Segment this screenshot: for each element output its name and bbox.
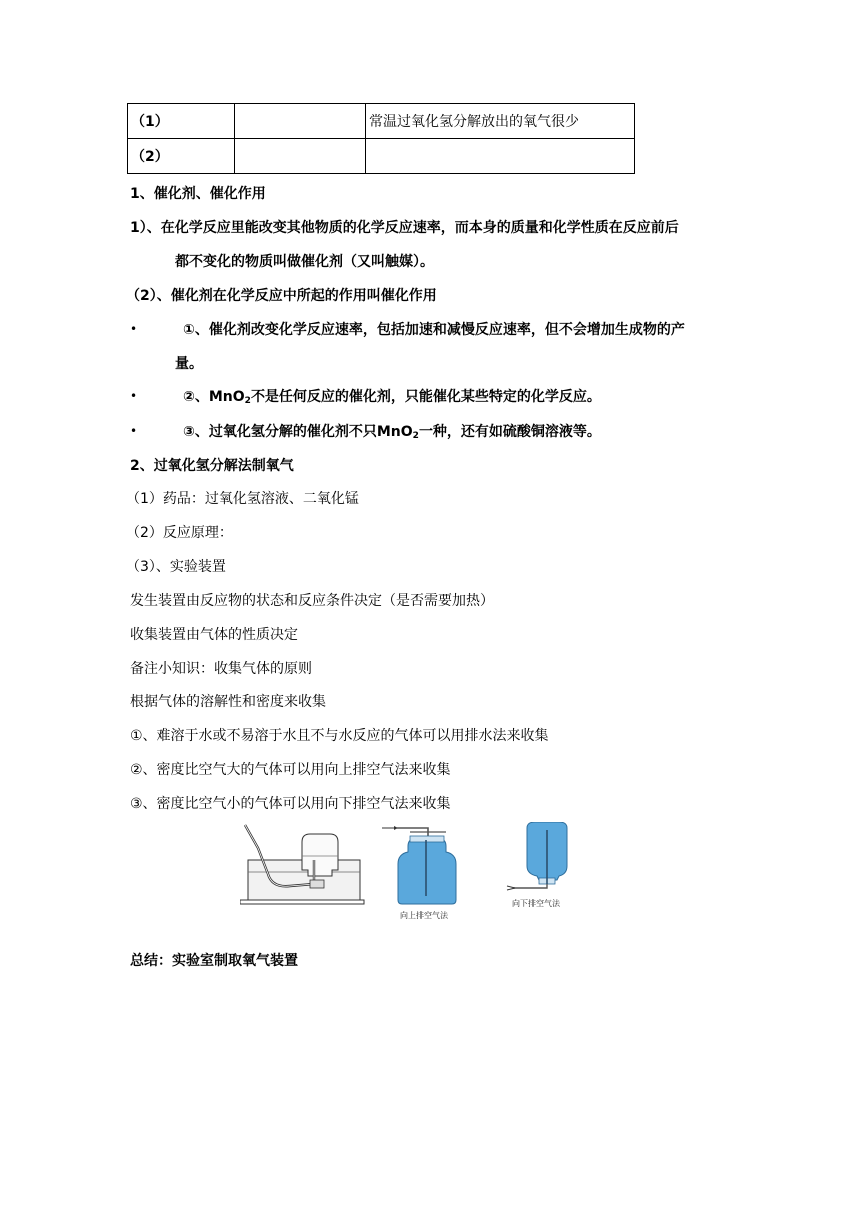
bullet-marker: • — [130, 424, 138, 438]
catalysis-role: （2）、催化剂在化学反应中所起的作用叫催化作用 — [126, 288, 437, 304]
remark-note: 备注小知识：收集气体的原则 — [130, 661, 312, 677]
formula-subscript: 2 — [244, 396, 251, 406]
formula-mno2: MnO — [376, 424, 413, 440]
table-cell: 常温过氧化氢分解放出的氧气很少 — [366, 104, 635, 139]
bullet-marker: • — [130, 389, 138, 403]
bullet-3 — [183, 422, 601, 446]
collector-note: 收集装置由气体的性质决定 — [130, 627, 298, 643]
bullet-3-text: 一种，还有如硫酸铜溶液等。 — [418, 424, 601, 440]
water-displacement-figure — [240, 820, 365, 908]
table-cell — [235, 104, 366, 139]
bullet-2 — [183, 387, 601, 411]
table-cell — [235, 139, 366, 174]
rule-upward-air: ②、密度比空气大的气体可以用向上排空气法来收集 — [130, 762, 451, 778]
bullet-1-line2: 量。 — [175, 356, 203, 372]
section-heading-catalyst: 1、催化剂、催化作用 — [130, 186, 266, 202]
catalyst-definition-line2: 都不变化的物质叫做催化剂（又叫触媒）。 — [175, 254, 434, 270]
apparatus-line: （3）、实验装置 — [126, 559, 226, 575]
formula-subscript: 2 — [412, 431, 419, 441]
table-cell: （2） — [128, 139, 235, 174]
rule-downward-air: ③、密度比空气小的气体可以用向下排空气法来收集 — [130, 796, 451, 812]
collection-figures — [240, 820, 580, 930]
experiment-table — [127, 103, 635, 174]
section-heading-h2o2: 2、过氧化氢分解法制氧气 — [130, 458, 294, 474]
table-row — [128, 139, 635, 174]
table-row — [128, 104, 635, 139]
summary-line: 总结：实验室制取氧气装置 — [130, 953, 298, 969]
table-cell: （1） — [128, 104, 235, 139]
bullet-2-text: 不是任何反应的催化剂，只能催化某些特定的化学反应。 — [250, 389, 601, 405]
catalyst-definition-line1: 1）、在化学反应里能改变其他物质的化学反应速率，而本身的质量和化学性质在反应前后 — [130, 220, 679, 236]
table-cell — [366, 139, 635, 174]
upward-air-bottle-figure — [380, 820, 460, 906]
formula-mno2: MnO — [208, 389, 245, 405]
drugs-line: （1）药品：过氧化氢溶液、二氧化锰 — [126, 491, 359, 507]
basis-note: 根据气体的溶解性和密度来收集 — [130, 694, 326, 710]
rule-water-displacement: ①、难溶于水或不易溶于水且不与水反应的气体可以用排水法来收集 — [130, 728, 549, 744]
bullet-3-prefix: ③、过氧化氢分解的催化剂不只 — [183, 424, 377, 440]
downward-air-bottle-figure — [505, 822, 575, 894]
bullet-marker: • — [130, 322, 138, 336]
upward-air-caption: 向上排空气法 — [400, 911, 448, 920]
generator-note: 发生装置由反应物的状态和反应条件决定（是否需要加热） — [130, 593, 494, 609]
bullet-2-prefix: ②、 — [183, 389, 209, 405]
bullet-1-line1: ①、催化剂改变化学反应速率，包括加速和减慢反应速率，但不会增加生成物的产 — [183, 322, 685, 338]
principle-line: （2）反应原理： — [126, 525, 233, 541]
downward-air-caption: 向下排空气法 — [512, 899, 560, 908]
